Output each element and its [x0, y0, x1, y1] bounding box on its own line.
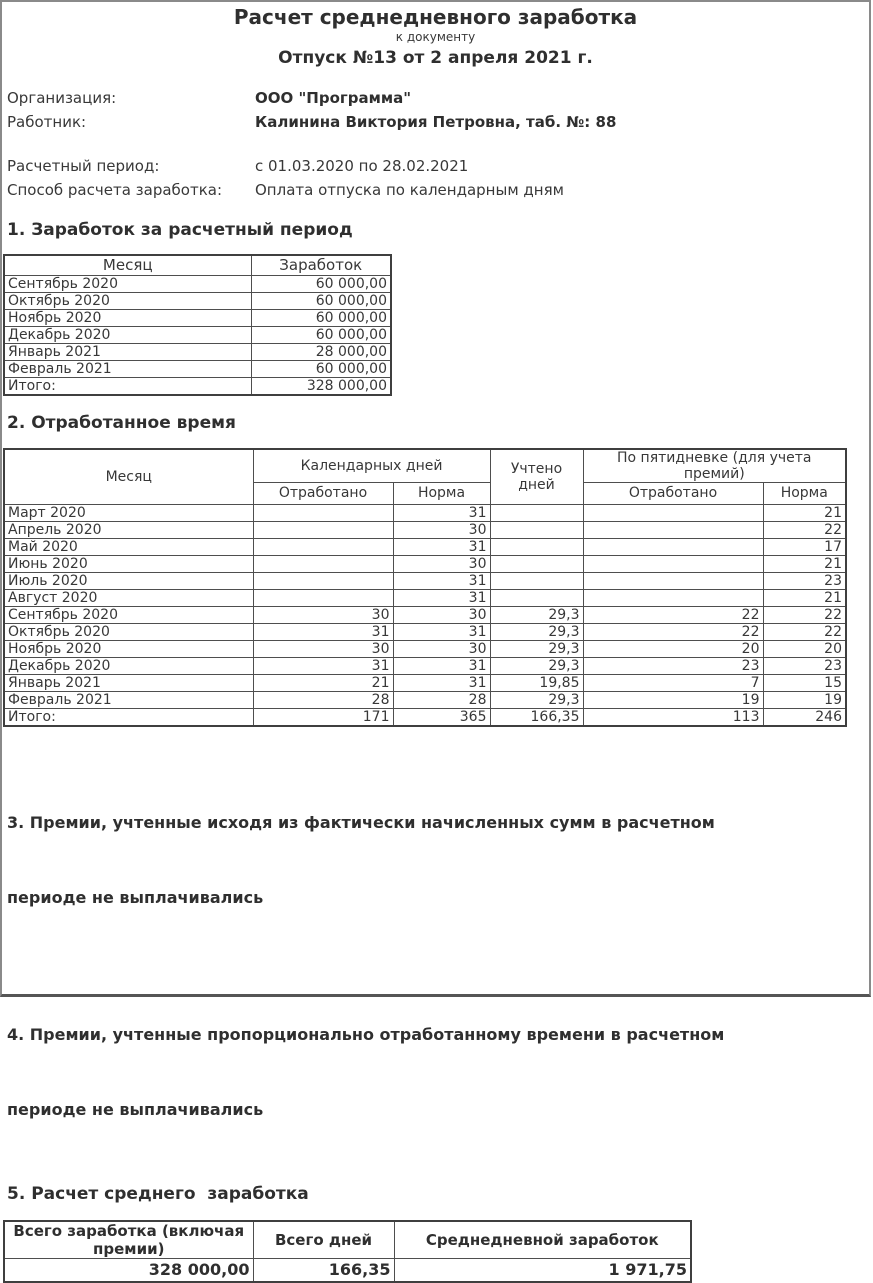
table-cell: Январь 2021 — [4, 674, 253, 691]
col-total-earnings: Всего заработка (включая премии) — [4, 1221, 253, 1259]
table-cell: 30 — [393, 606, 490, 623]
table-cell — [490, 521, 583, 538]
table-cell: 31 — [253, 657, 393, 674]
table-cell: Март 2020 — [4, 504, 253, 521]
table-cell: Декабрь 2020 — [4, 657, 253, 674]
col-month: Месяц — [4, 449, 253, 505]
worked-time-total-row — [4, 708, 846, 726]
table-cell: 28 — [253, 691, 393, 708]
table-row — [4, 521, 846, 538]
table-cell: Апрель 2020 — [4, 521, 253, 538]
table-cell: 22 — [763, 606, 846, 623]
organization-row — [7, 89, 869, 107]
average-header-row — [4, 1221, 691, 1259]
col-worked-premium: Отработано — [583, 482, 763, 504]
table-cell — [583, 572, 763, 589]
table-row — [4, 555, 846, 572]
spacer — [7, 137, 869, 157]
document-info — [7, 89, 869, 199]
col-total-days: Всего дней — [253, 1221, 394, 1259]
table-row — [4, 572, 846, 589]
table-cell: Июль 2020 — [4, 572, 253, 589]
table-cell: 23 — [763, 657, 846, 674]
table-cell — [490, 572, 583, 589]
section1-heading: 1. Заработок за расчетный период — [7, 220, 353, 240]
table-cell — [490, 589, 583, 606]
table-cell: 29,3 — [490, 640, 583, 657]
col-group-five-day: По пятидневке (для учета премий) — [583, 449, 846, 483]
earnings-col-month: Месяц — [4, 255, 251, 275]
table-cell: 28 — [393, 691, 490, 708]
table-cell: 29,3 — [490, 606, 583, 623]
table-row — [4, 343, 391, 360]
col-worked: Отработано — [253, 482, 393, 504]
worked-time-total-label: Итого: — [4, 708, 253, 726]
total-norm-premium: 246 — [763, 708, 846, 726]
earnings-total-label: Итого: — [4, 377, 251, 395]
table-cell: 21 — [763, 504, 846, 521]
table-row — [4, 326, 391, 343]
table-row — [4, 360, 391, 377]
table-cell — [253, 572, 393, 589]
table-row — [4, 674, 846, 691]
table-cell — [490, 538, 583, 555]
table-cell: 60 000,00 — [251, 309, 391, 326]
table-cell — [583, 538, 763, 555]
employee-row — [7, 113, 869, 131]
table-cell: Сентябрь 2020 — [4, 606, 253, 623]
total-worked: 171 — [253, 708, 393, 726]
total-counted: 166,35 — [490, 708, 583, 726]
table-cell: 29,3 — [490, 657, 583, 674]
table-cell: 31 — [393, 589, 490, 606]
table-cell: Февраль 2021 — [4, 691, 253, 708]
worked-time-table — [3, 448, 847, 727]
document-title: Расчет среднедневного заработка — [233, 5, 638, 29]
table-cell — [583, 589, 763, 606]
table-cell: 31 — [393, 623, 490, 640]
table-cell — [583, 521, 763, 538]
table-cell: 31 — [393, 674, 490, 691]
total-worked-premium: 113 — [583, 708, 763, 726]
table-cell: 31 — [393, 657, 490, 674]
table-cell — [253, 538, 393, 555]
table-cell — [583, 555, 763, 572]
method-label: Способ расчета заработка: — [7, 181, 223, 199]
table-row — [4, 657, 846, 674]
table-cell: 31 — [393, 572, 490, 589]
table-cell: 17 — [763, 538, 846, 555]
table-cell: 31 — [393, 538, 490, 555]
table-cell — [583, 504, 763, 521]
table-cell: Октябрь 2020 — [4, 623, 253, 640]
table-cell: 19 — [583, 691, 763, 708]
total-norm: 365 — [393, 708, 490, 726]
section4-heading — [7, 972, 869, 1172]
table-cell: 23 — [763, 572, 846, 589]
table-row — [4, 606, 846, 623]
organization-value: ООО "Программа" — [255, 89, 412, 107]
table-cell: Октябрь 2020 — [4, 292, 251, 309]
table-cell: 30 — [393, 521, 490, 538]
table-cell: 60 000,00 — [251, 292, 391, 309]
worked-time-header-row-1 — [4, 449, 846, 483]
average-daily-value: 1 971,75 — [394, 1258, 691, 1282]
earnings-total-row — [4, 377, 391, 395]
average-earnings-table — [3, 1220, 692, 1283]
employee-label: Работник: — [7, 113, 87, 131]
table-cell: 21 — [763, 555, 846, 572]
table-cell — [490, 555, 583, 572]
table-cell: 31 — [393, 504, 490, 521]
table-cell: 22 — [583, 623, 763, 640]
document-subtitle: к документу — [395, 30, 476, 44]
table-cell: Декабрь 2020 — [4, 326, 251, 343]
section4-line2: периоде не выплачивались — [7, 1099, 264, 1119]
table-cell: 30 — [393, 640, 490, 657]
table-cell: 29,3 — [490, 691, 583, 708]
table-cell: Сентябрь 2020 — [4, 275, 251, 292]
section5-heading: 5. Расчет среднего заработка — [7, 1183, 309, 1204]
col-norm: Норма — [393, 482, 490, 504]
table-cell: 60 000,00 — [251, 275, 391, 292]
method-value: Оплата отпуска по календарным дням — [255, 181, 564, 199]
table-cell — [253, 504, 393, 521]
table-cell: 7 — [583, 674, 763, 691]
table-cell — [253, 589, 393, 606]
table-cell: 22 — [763, 623, 846, 640]
table-cell: 30 — [253, 640, 393, 657]
method-row — [7, 181, 869, 199]
table-row — [4, 640, 846, 657]
table-row — [4, 292, 391, 309]
table-row — [4, 275, 391, 292]
table-cell: Август 2020 — [4, 589, 253, 606]
table-row — [4, 538, 846, 555]
earnings-total-value: 328 000,00 — [251, 377, 391, 395]
table-cell: 22 — [763, 521, 846, 538]
table-cell: 22 — [583, 606, 763, 623]
period-value: с 01.03.2020 по 28.02.2021 — [255, 157, 469, 175]
table-cell: 31 — [253, 623, 393, 640]
table-cell: Июнь 2020 — [4, 555, 253, 572]
earnings-col-amount: Заработок — [251, 255, 391, 275]
table-cell: 60 000,00 — [251, 326, 391, 343]
table-cell — [253, 521, 393, 538]
employee-value: Калинина Виктория Петровна, таб. №: 88 — [255, 113, 617, 131]
table-cell — [490, 504, 583, 521]
table-cell — [253, 555, 393, 572]
table-row — [4, 623, 846, 640]
table-cell: 21 — [253, 674, 393, 691]
organization-label: Организация: — [7, 89, 117, 107]
period-row — [7, 157, 869, 175]
table-cell: Ноябрь 2020 — [4, 309, 251, 326]
table-cell: 19 — [763, 691, 846, 708]
table-cell: 29,3 — [490, 623, 583, 640]
table-cell: 30 — [393, 555, 490, 572]
earnings-header-row — [4, 255, 391, 275]
table-cell: Январь 2021 — [4, 343, 251, 360]
table-row — [4, 504, 846, 521]
section4-line1: 4. Премии, учтенные пропорционально отработанному времени в расчетном — [7, 1024, 725, 1044]
table-cell: Май 2020 — [4, 538, 253, 555]
period-label: Расчетный период: — [7, 157, 160, 175]
table-row — [4, 691, 846, 708]
table-cell: 30 — [253, 606, 393, 623]
earnings-table — [3, 254, 392, 396]
table-cell: 60 000,00 — [251, 360, 391, 377]
table-cell: 28 000,00 — [251, 343, 391, 360]
table-cell: 15 — [763, 674, 846, 691]
col-counted-days: Учтено дней — [490, 449, 583, 505]
total-days-value: 166,35 — [253, 1258, 394, 1282]
table-cell: Февраль 2021 — [4, 360, 251, 377]
col-average-daily: Среднедневной заработок — [394, 1221, 691, 1259]
col-norm-premium: Норма — [763, 482, 846, 504]
total-earnings-value: 328 000,00 — [4, 1258, 253, 1282]
table-row — [4, 589, 846, 606]
document-reference: Отпуск №13 от 2 апреля 2021 г. — [278, 48, 593, 68]
table-cell: Ноябрь 2020 — [4, 640, 253, 657]
table-cell: 19,85 — [490, 674, 583, 691]
table-cell: 20 — [763, 640, 846, 657]
table-cell: 21 — [763, 589, 846, 606]
section2-heading: 2. Отработанное время — [7, 412, 236, 433]
section3-line1: 3. Премии, учтенные исходя из фактически начисленных сумм в расчетном — [7, 812, 715, 832]
section3-line2: периоде не выплачивались — [7, 887, 264, 907]
average-values-row — [4, 1258, 691, 1282]
table-row — [4, 309, 391, 326]
col-group-calendar-days: Календарных дней — [253, 449, 490, 483]
table-cell: 23 — [583, 657, 763, 674]
table-cell: 20 — [583, 640, 763, 657]
section3-heading — [7, 760, 869, 960]
